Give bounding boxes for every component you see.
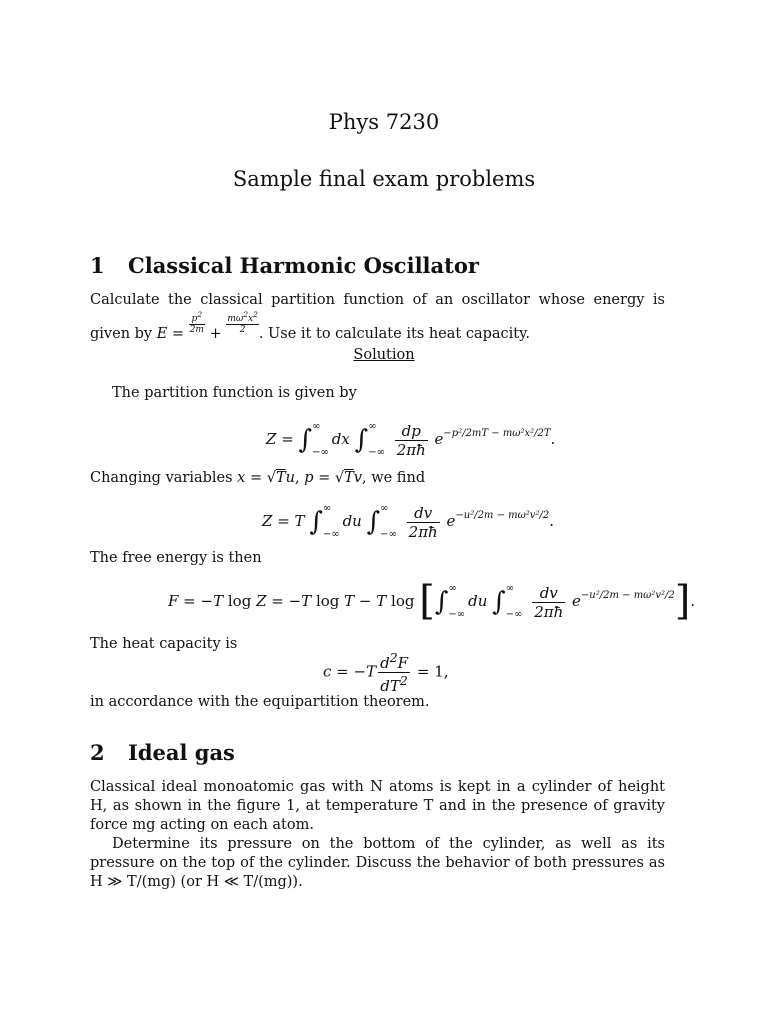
section-1-number: 1: [90, 253, 105, 278]
document-subtitle: Sample final exam problems: [232, 167, 536, 191]
course-title: Phys 7230: [328, 110, 440, 134]
partition-intro: The partition function is given by: [112, 385, 357, 401]
heat-capacity-intro: The heat capacity is: [90, 636, 238, 652]
section-1-title: Classical Harmonic Oscillator: [128, 253, 479, 278]
rescaled-partition-equation: Z = T ∫ ∞ −∞ du ∫ ∞ −∞ $\frac{dv}{2\pi ħ}$ $e^{-u^2/2m - m\omega^2v^2/2}$.: [262, 503, 554, 541]
section-2-paragraph-1: Classical ideal monoatomic gas with N atoms is kept in a cylinder of height H, as shown in the figure 1, at temperature T and in the presence of gravity force mg acting on each atom.: [90, 779, 665, 833]
intro-text-a: Calculate the classical partition function of an oscillator whose energy is given by: [90, 292, 665, 342]
heat-capacity-equation: c = −T $\frac{d^2F}{dT^2}$ = 1,: [323, 650, 449, 695]
section-1-intro: [90, 291, 665, 344]
partition-equation: Z = ∫ ∞ −∞ dx ∫ ∞ −∞ $\frac{dp}{2\pi ħ}$ $e^{-p^2/2mT - m\omega^2x^2/2T}$.: [266, 421, 556, 459]
solution-label: Solution: [353, 347, 415, 363]
section-2-number: 2: [90, 740, 105, 765]
section-1-heading: [90, 253, 479, 278]
equipartition-text: in accordance with the equipartition theorem.: [90, 694, 430, 710]
change-text-a: Changing variables: [90, 470, 233, 486]
energy-formula: E = $\frac{p^2}{2m}$ + $\frac{m\omega^2x^2}{2}$: [156, 310, 258, 342]
section-2-title: Ideal gas: [128, 740, 235, 765]
section-2-paragraph-2: Determine its pressure on the bottom of the cylinder, as well as its pressure on the top of the cylinder. Discuss the behavior of both pressures as H ≫ T/(mg) (or H ≪ T/(mg)).: [90, 836, 665, 890]
change-text-b: , we find: [361, 470, 426, 486]
change-variables: Changing variables x = √Tu, p = √Tv, we find: [90, 470, 426, 486]
section-2-heading: [90, 740, 235, 765]
free-energy-equation: F = −T log Z = −T log T − T log [∫ ∞ −∞ du ∫ ∞ −∞ $\frac{dv}{2\pi ħ}$ $e^{-u^2/2m - m\omega^2v^2/2}$].: [168, 578, 696, 624]
free-energy-intro: The free energy is then: [90, 550, 262, 566]
intro-text-b: . Use it to calculate its heat capacity.: [258, 326, 530, 342]
